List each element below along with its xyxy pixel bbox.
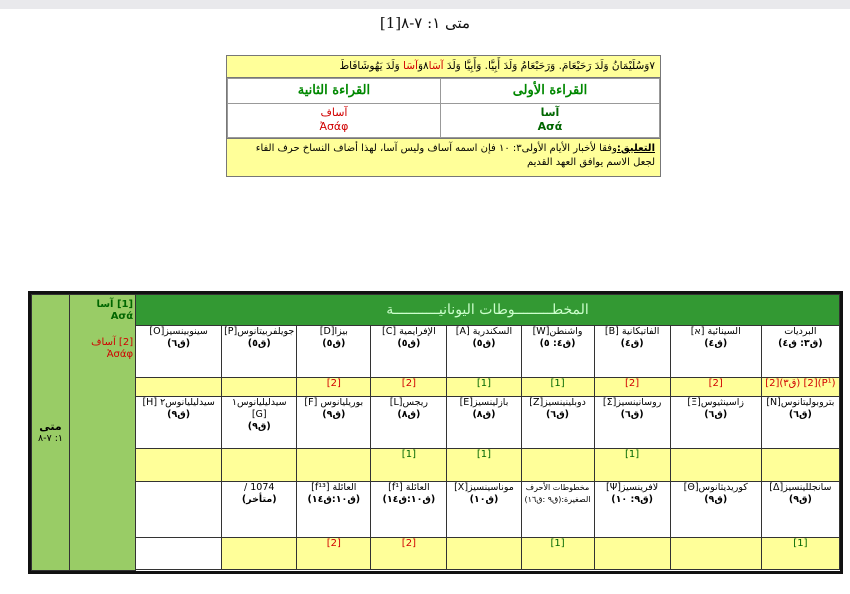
manuscript-date: (ق٩: ١٠) xyxy=(611,493,653,505)
manuscript-date: (متأخر) xyxy=(241,493,277,505)
manuscript-date: (ق٥) xyxy=(472,338,496,350)
manuscripts-header: المخطـــــــــوطات اليونانيـــــــــــة xyxy=(136,295,840,326)
manuscript-name: سيدليليانوس١ [G] xyxy=(231,397,287,421)
reading-mark: [1] xyxy=(476,449,492,461)
reading-mark-cell xyxy=(594,449,670,481)
manuscript-name: العائلة [f¹³] xyxy=(311,481,357,493)
reading-mark-cell xyxy=(297,378,371,397)
reading-mark: [2] xyxy=(401,537,416,549)
manuscript-name: واشنطن[W] xyxy=(532,326,583,338)
manuscript-date: (ق٥) xyxy=(397,338,421,350)
first-reading-header: القراءة الأولى xyxy=(440,79,659,104)
manuscript-name: موناسينسيز[X] xyxy=(454,481,514,493)
manuscript-name: البرديات xyxy=(784,326,817,338)
manuscript-name: السينائية [א] xyxy=(690,326,741,338)
reading-mark: [1] xyxy=(793,537,808,549)
reading-mark-cell xyxy=(761,449,839,481)
manuscript-cell xyxy=(222,481,297,537)
second-reading-greek: Ἀσάφ xyxy=(319,120,349,133)
greek-manuscripts-table xyxy=(28,291,843,574)
manuscript-name: العائلة [f¹] xyxy=(388,481,430,493)
manuscript-name: جويلفربيتانوس[P] xyxy=(224,326,295,338)
reading-mark-cell xyxy=(594,378,670,397)
manuscript-cell xyxy=(761,397,839,449)
manuscript-cell xyxy=(297,326,371,378)
reading-mark-cell xyxy=(521,378,594,397)
reading-mark: [1] xyxy=(625,449,640,461)
manuscript-name: زاسينثيوس[Ξ] xyxy=(687,397,744,409)
manuscript-name: الفاتيكانية [B] xyxy=(604,326,660,338)
manuscript-date: (ق١٠) xyxy=(469,493,499,505)
reading-mark: [2] xyxy=(401,378,416,390)
manuscript-cell xyxy=(594,326,670,378)
manuscript-date: (ق٦) xyxy=(788,409,812,421)
manuscript-cell xyxy=(521,481,594,537)
first-reading-arabic: آسا xyxy=(540,106,560,119)
second-reading-arabic: آساف xyxy=(320,106,348,119)
reading-mark: [1] xyxy=(550,537,565,549)
reading-mark: [2] xyxy=(326,537,341,549)
reading-mark-cell xyxy=(447,537,521,569)
reading-mark-cell xyxy=(670,537,761,569)
manuscript-name: الإفرايمية [C] xyxy=(382,326,436,338)
first-reading-value xyxy=(440,104,659,138)
manuscript-date: (ق٤) xyxy=(704,338,728,350)
reading-mark: [2] xyxy=(708,378,723,390)
manuscript-cell xyxy=(447,326,521,378)
reading-mark-cell xyxy=(447,449,521,481)
reading-mark-cell xyxy=(594,537,670,569)
manuscript-cell xyxy=(521,326,594,378)
commentary: التعليق:وفقا لأخبار الأيام الأولى٣: ١٠ فإن اسمه آساف وليس آسا، لهذا أضاف النساخ حرف الفاء لجعل الاسم يوافق العهد القديم xyxy=(227,138,660,176)
manuscript-cell xyxy=(594,397,670,449)
reading-mark: [2] xyxy=(625,378,640,390)
reading-mark: [1] xyxy=(476,378,492,390)
manuscript-name: سيدليليانوس٢ [H] xyxy=(142,397,215,409)
manuscript-date: (ق٨) xyxy=(472,409,496,421)
manuscript-name: 1074 / xyxy=(244,481,275,493)
manuscript-date: (ق١٠:ق١٤) xyxy=(307,493,361,505)
reading-mark-cell xyxy=(521,537,594,569)
manuscript-cell xyxy=(670,326,761,378)
manuscript-cell xyxy=(761,481,839,537)
readings-box xyxy=(226,55,661,177)
manuscript-date: (ق٦) xyxy=(167,338,191,350)
manuscript-name: بتروبوليتانوس[N] xyxy=(766,397,835,409)
manuscript-cell xyxy=(521,397,594,449)
manuscript-cell xyxy=(222,397,297,449)
reading-mark: [1] xyxy=(401,449,416,461)
verse-text: ٧وَسُلَيْمَانُ وَلَدَ رَحَبْعَامَ. وَرَحَبْعَامُ وَلَدَ أَبِيَّا. وَأَبِيَّا وَلَدَ آسَا٨وَآسَا وَلَدَ يَهُوشَافَاطَ xyxy=(227,56,660,78)
second-reading-header: القراءة الثانية xyxy=(228,79,441,104)
manuscript-date: (ق٩) xyxy=(167,409,191,421)
manuscript-name: بازلينسيز[E] xyxy=(459,397,509,409)
manuscript-date: (ق٦) xyxy=(546,409,570,421)
reading-mark-cell xyxy=(761,378,839,397)
reading-mark-cell xyxy=(222,449,297,481)
first-reading-greek: Ασά xyxy=(537,120,563,133)
reading-mark: [2] xyxy=(326,378,341,390)
manuscript-cell xyxy=(297,397,371,449)
reading-mark: [1] xyxy=(550,378,565,390)
manuscript-date: (ق٦) xyxy=(620,409,644,421)
manuscript-date: (ق٣: ق٤) xyxy=(778,338,823,350)
manuscript-cell xyxy=(761,326,839,378)
manuscript-date: (ق٩) xyxy=(704,493,728,505)
verse-reference: متى ١: ٧-٨ xyxy=(32,295,70,571)
reading-mark-cell xyxy=(136,378,222,397)
manuscript-cell xyxy=(447,481,521,537)
reading-mark-cell xyxy=(371,537,447,569)
manuscript-name: مخطوطات الأحرف الصغيرة:(ق٩ :ق١٦) xyxy=(524,482,591,504)
manuscript-date: (ق٥) xyxy=(322,338,346,350)
reading-mark-cell xyxy=(447,378,521,397)
manuscript-name: ريجس[L] xyxy=(389,397,428,409)
manuscript-name: لافرينسيز[Ψ] xyxy=(606,481,659,493)
manuscript-date: (ق٩) xyxy=(788,493,812,505)
reading-mark-cell xyxy=(297,449,371,481)
reading-mark-cell xyxy=(371,378,447,397)
empty-cell xyxy=(136,537,222,569)
manuscript-cell xyxy=(371,481,447,537)
manuscript-date: (ق٩) xyxy=(322,409,346,421)
reading-mark-cell xyxy=(297,537,371,569)
manuscript-cell xyxy=(670,481,761,537)
manuscript-date: (ق٥) xyxy=(247,338,271,350)
manuscript-date: (ق١٠:ق١٤) xyxy=(382,493,436,505)
manuscript-cell xyxy=(222,326,297,378)
manuscript-cell xyxy=(670,397,761,449)
manuscript-cell xyxy=(136,326,222,378)
manuscript-name: سانجللينسيز[Δ] xyxy=(769,481,832,493)
manuscript-cell xyxy=(371,326,447,378)
reading-mark-cell xyxy=(521,449,594,481)
reading-mark-cell xyxy=(136,449,222,481)
manuscript-name: سينوبينسيز[O] xyxy=(149,326,208,338)
manuscript-date: (ق٤) xyxy=(620,338,644,350)
reading-mark-cell xyxy=(670,378,761,397)
reading-mark-cell xyxy=(761,537,839,569)
manuscript-cell xyxy=(371,397,447,449)
manuscript-cell xyxy=(447,397,521,449)
manuscript-name: روسانينسيز[Σ] xyxy=(602,397,662,409)
readings-table xyxy=(227,78,660,138)
manuscript-name: دوبلينينسيز[Z] xyxy=(529,397,586,409)
manuscript-cell xyxy=(297,481,371,537)
manuscript-date: (ق٦) xyxy=(704,409,728,421)
reading-mark: (P¹)[2] (ق٣)[2] xyxy=(765,378,836,390)
manuscript-date: (ق٩) xyxy=(247,421,271,433)
manuscript-cell xyxy=(136,397,222,449)
manuscript-name: كوريديثانوس[Θ] xyxy=(683,481,748,493)
reading-mark-cell xyxy=(670,449,761,481)
manuscript-date: (ق٨) xyxy=(397,409,421,421)
reading-mark-cell xyxy=(222,378,297,397)
manuscript-name: بوريليانوس [F] xyxy=(304,397,364,409)
manuscript-name: بيزا[D] xyxy=(319,326,348,338)
empty-cell xyxy=(136,481,222,537)
readings-legend: [1] آسا Ασά [2] آساف Ἀσάφ xyxy=(70,295,136,571)
manuscript-date: (ق٤: ٥) xyxy=(539,338,576,350)
manuscript-name: السكندرية [A] xyxy=(455,326,513,338)
browser-top-strip xyxy=(0,0,850,9)
reading-mark-cell xyxy=(371,449,447,481)
manuscript-cell xyxy=(594,481,670,537)
page-title: [1]متى ١: ٧-٨ xyxy=(379,14,471,32)
second-reading-value xyxy=(228,104,441,138)
reading-mark-cell xyxy=(222,537,297,569)
